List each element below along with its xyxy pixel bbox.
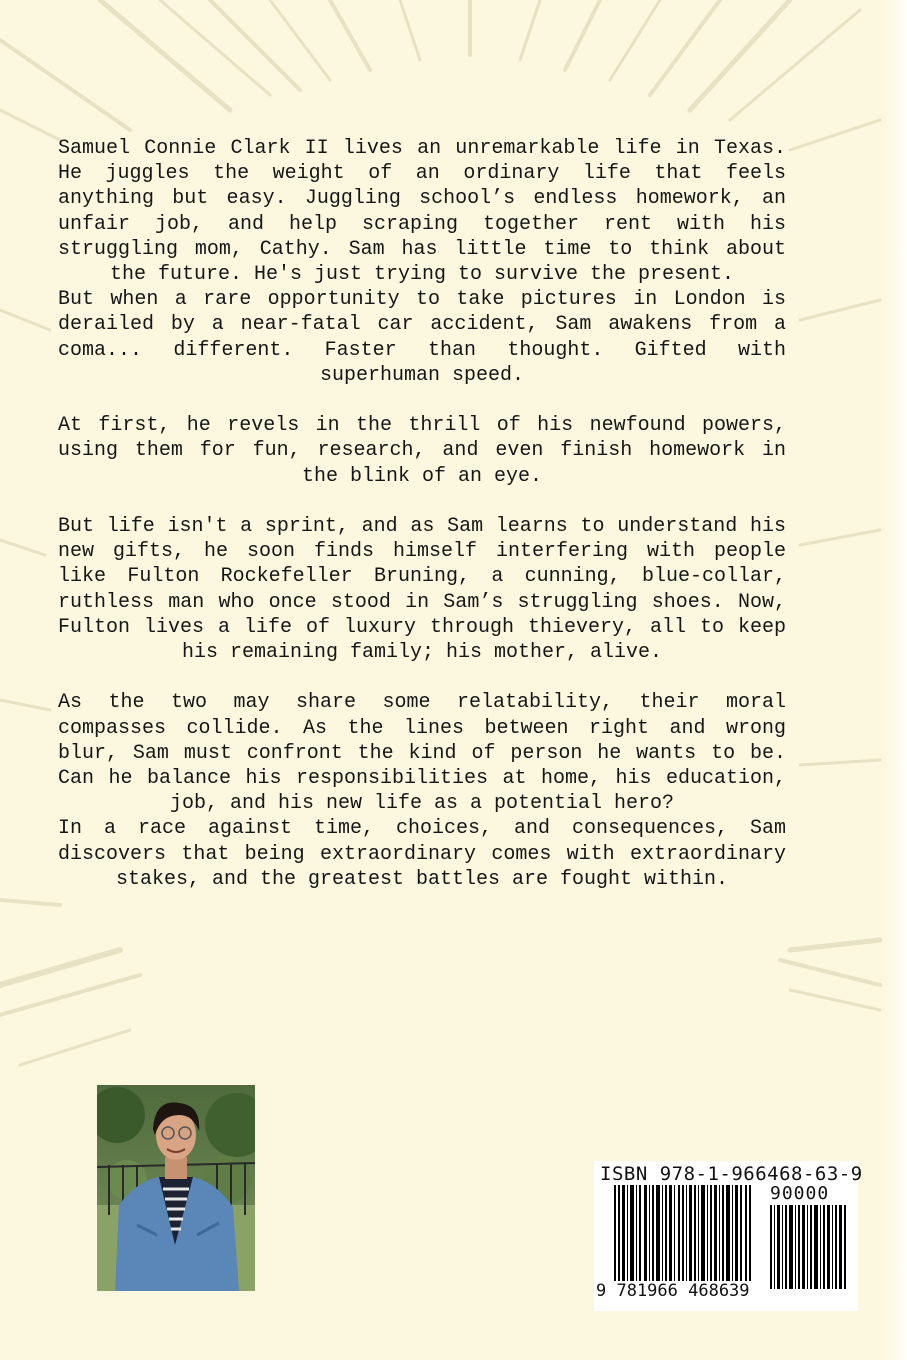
blurb-paragraph-1: Samuel Connie Clark II lives an unremarkable life in Texas. He juggles the weight of an ordinary life that feels anything but easy. Juggling school’s endless homework, an unfair job, and help scraping together rent with his struggling mom, Cathy. Sam has little time to think about the future. He's just trying to survive the present. xyxy=(58,137,786,287)
ean-digits: 9 781966 468639 xyxy=(596,1281,753,1301)
barcode-main-icon xyxy=(598,1185,768,1289)
blurb-paragraph-3: At first, he revels in the thrill of his newfound powers, using them for fun, research, and even finish homework in the blink of an eye. xyxy=(58,414,786,488)
blurb-paragraph-4: But life isn't a sprint, and as Sam learns to understand his new gifts, he soon finds himself interfering with people like Fulton Rockefeller Bruning, a cunning, blue-collar, ruthless man who once stood in Sam’s struggling shoes. Now, Fulton lives a life of luxury through thievery, all to keep his remaining family; his mother, alive. xyxy=(58,515,786,665)
isbn-barcode xyxy=(594,1161,863,1311)
blurb-paragraph-5: As the two may share some relatability, their moral compasses collide. As the lines between right and wrong blur, Sam must confront the kind of person he wants to be. Can he balance his responsibilities at home, his education, job, and his new life as a potential hero? xyxy=(58,691,786,816)
back-cover-blurb xyxy=(58,136,786,892)
isbn-label: ISBN 978-1-966468-63-9 xyxy=(600,1163,863,1185)
barcode-addon-digits: 90000 xyxy=(770,1183,830,1204)
author-photo xyxy=(97,1085,255,1291)
blurb-paragraph-2: But when a rare opportunity to take pictures in London is derailed by a near-fatal car accident, Sam awakens from a coma... different. Faster than thought. Gifted with superhuman speed. xyxy=(58,288,786,387)
barcode-addon-icon xyxy=(770,1205,850,1289)
page-edge xyxy=(885,0,907,1360)
author-portrait-icon xyxy=(97,1085,255,1291)
blurb-paragraph-6: In a race against time, choices, and consequences, Sam discovers that being extraordinary comes with extraordinary stakes, and the greatest battles are fought within. xyxy=(58,817,786,891)
